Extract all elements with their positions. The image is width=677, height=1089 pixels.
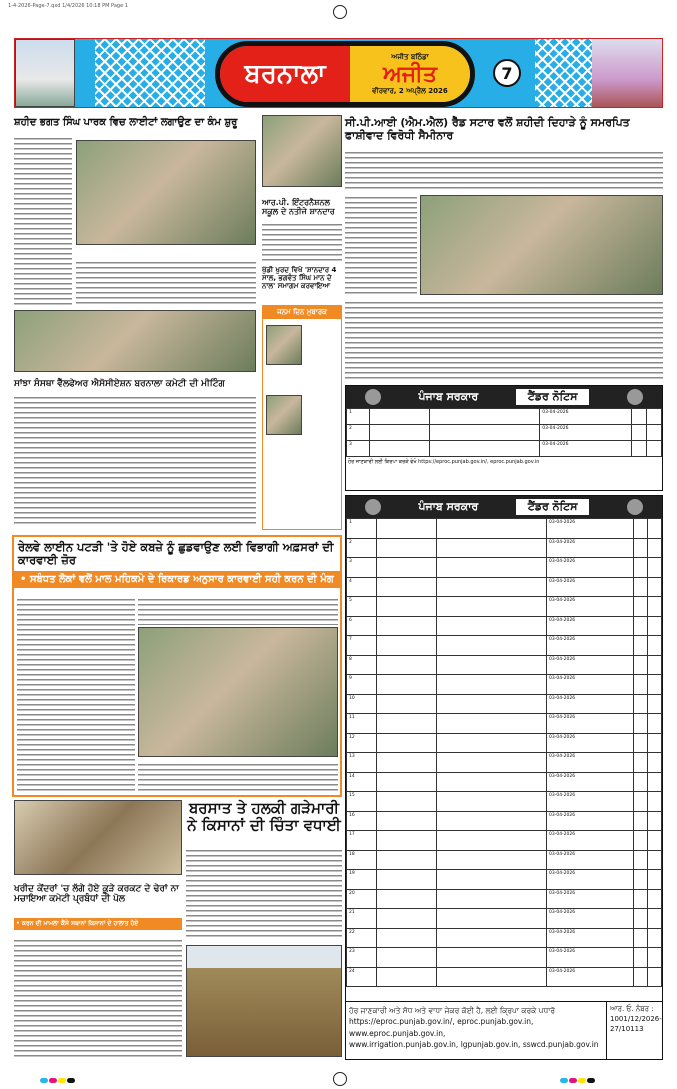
sr-cell: 1 bbox=[347, 409, 370, 425]
sr-cell: 2 bbox=[347, 425, 370, 441]
masthead-logo bbox=[215, 41, 475, 107]
date-cell: 03-04-2026 bbox=[546, 538, 633, 558]
date-cell: 03-04-2026 bbox=[546, 519, 633, 539]
city-gate-photo bbox=[15, 39, 75, 107]
tender-table bbox=[346, 408, 662, 457]
seminar-headline: ਸੀ.ਪੀ.ਆਈ (ਐਮ.ਐਲ) ਰੈੱਡ ਸਟਾਰ ਵਲੋਂ ਸ਼ਹੀਦੀ ਦਿਹਾੜੇ ਨੂੰ ਸਮਰਪਿਤ ਫਾਸ਼ੀਵਾਦ ਵਿਰੋਧੀ ਸੈਮੀਨਾਰ bbox=[345, 116, 630, 142]
tender-title: ਟੈਂਡਰ ਨੋਟਿਸ bbox=[516, 499, 590, 515]
date-cell: 03-04-2026 bbox=[546, 967, 633, 987]
meeting-headline: ਸਾਂਝਾ ਸੰਸਥਾ ਵੈੱਲਫੇਅਰ ਐਸੋਸੀਏਸ਼ਨ ਬਰਨਾਲਾ ਕਮੇਟੀ ਦੀ ਮੀਟਿੰਗ bbox=[14, 379, 225, 389]
garbage-subhead: • ਕਰਨ ਦੀ ਮਾਮਲਾ ਕੈਂਸੇ ਸਥਾਨਾਂ ਕਿਸਾਨਾਂ ਦੇ ਹਾਲਾਤ ਹੋਏ bbox=[14, 918, 182, 930]
table-row: 9 03-04-2026 bbox=[347, 675, 662, 695]
tender-footer: ਹੋਰ ਜਾਣਕਾਰੀ ਅਤੇ ਸੋਧ ਅਤੇ ਵਾਧਾ ਜੇਕਰ ਕੋਈ ਹੈ, ਲਈ ਕ੍ਰਿਪਾ ਕਰਕੇ ਪਧਾਰੋ bbox=[349, 1006, 556, 1015]
meeting-photo bbox=[14, 310, 256, 372]
article-text bbox=[76, 260, 256, 305]
article-text bbox=[14, 938, 182, 1058]
school-photo bbox=[262, 115, 342, 187]
city-name: ਬਰਨਾਲਾ bbox=[220, 46, 350, 102]
table-row bbox=[347, 441, 662, 457]
date-cell: 03-04-2026 bbox=[546, 577, 633, 597]
table-row bbox=[347, 425, 662, 441]
color-bar bbox=[40, 1068, 76, 1087]
table-row: 2 03-04-2026 bbox=[347, 538, 662, 558]
date-cell: 03-04-2026 bbox=[546, 772, 633, 792]
date-cell: 03-04-2026 bbox=[546, 889, 633, 909]
seminar-photo bbox=[420, 195, 663, 295]
punjab-emblem-icon bbox=[365, 389, 381, 405]
table-row bbox=[347, 409, 662, 425]
table-row: 7 03-04-2026 bbox=[347, 636, 662, 656]
ornament bbox=[535, 39, 595, 107]
child-photo bbox=[266, 325, 302, 365]
masthead bbox=[14, 38, 663, 108]
table-row: 19 03-04-2026 bbox=[347, 870, 662, 890]
tender-title: ਟੈਂਡਰ ਨੋਟਿਸ bbox=[516, 389, 590, 405]
brand-name: ਅਜੀਤ bbox=[383, 61, 437, 87]
article-text bbox=[138, 762, 338, 792]
registration-mark-icon bbox=[333, 1072, 347, 1086]
table-row: 22 03-04-2026 bbox=[347, 928, 662, 948]
date-cell: 03-04-2026 bbox=[546, 694, 633, 714]
sr-cell: 3 bbox=[347, 441, 370, 457]
article-text bbox=[17, 597, 135, 792]
ref-number: 1001/12/2026-27/10113 bbox=[610, 1014, 662, 1033]
date-cell: 03-04-2026 bbox=[546, 597, 633, 617]
encroachment-subhead: • ਸਬੰਧਤ ਲੋਕਾਂ ਵਲੋਂ ਮਾਲ ਮਹਿਕਮੇ ਦੇ ਰਿਕਾਰਡ ਅਨੁਸਾਰ ਕਾਰਵਾਈ ਸਹੀ ਕਰਨ ਦੀ ਮੰਗ bbox=[14, 571, 340, 588]
date-cell: 03-04-2026 bbox=[546, 792, 633, 812]
garbage-headline: ਖਰੀਦ ਕੇਂਦਰਾਂ 'ਚ ਲੱਗੇ ਹੋਏ ਕੂੜੇ ਕਰਕਟ ਦੇ ਢੇਰਾਂ ਨਾ ਮਚਾਇਆ ਕਮੇਟੀ ਪ੍ਰਬੰਧਾਂ ਦੀ ਪੋਲ bbox=[14, 884, 179, 905]
table-row: 16 03-04-2026 bbox=[347, 811, 662, 831]
date-cell: 03-04-2026 bbox=[546, 870, 633, 890]
seal-icon bbox=[627, 389, 643, 405]
punjab-emblem-icon bbox=[365, 499, 381, 515]
table-row: 11 03-04-2026 bbox=[347, 714, 662, 734]
article-text bbox=[345, 150, 663, 192]
print-slug: 1-4-2026-Page-7.qxd 1/4/2026 10:18 PM Page 1 bbox=[8, 3, 128, 9]
article-text bbox=[14, 136, 72, 308]
garbage-photo bbox=[14, 800, 182, 875]
school-headline: ਆਰ.ਪੀ. ਇੰਟਰਨੈਸ਼ਨਲ ਸਕੂਲ ਦੇ ਨਤੀਜੇ ਸ਼ਾਨਦਾਰ bbox=[262, 198, 335, 217]
article-text bbox=[186, 848, 342, 940]
brand-edition: ਅਜੀਤ ਬਠਿੰਡਾ bbox=[391, 52, 429, 61]
date-cell: 03-04-2026 bbox=[546, 655, 633, 675]
tender-table bbox=[346, 518, 662, 987]
article-text bbox=[345, 195, 417, 295]
date-cell: 03-04-2026 bbox=[546, 753, 633, 773]
date-cell: 03-04-2026 bbox=[546, 831, 633, 851]
birthday-box bbox=[262, 305, 342, 530]
table-row: 15 03-04-2026 bbox=[347, 792, 662, 812]
page-number: 7 bbox=[493, 59, 521, 87]
date-cell: 03-04-2026 bbox=[546, 616, 633, 636]
ornament bbox=[95, 39, 205, 107]
article-text bbox=[262, 222, 342, 262]
rain-headline: ਬਰਸਾਤ ਤੇ ਹਲਕੀ ਗੜੇਮਾਰੀ ਨੇ ਕਿਸਾਨਾਂ ਦੀ ਚਿੰਤਾ ਵਧਾਈ bbox=[187, 799, 341, 835]
article-text bbox=[138, 597, 338, 625]
table-row: 10 03-04-2026 bbox=[347, 694, 662, 714]
table-row: 8 03-04-2026 bbox=[347, 655, 662, 675]
date-cell: 03-04-2026 bbox=[540, 425, 632, 441]
encroachment-headline: ਰੇਲਵੇ ਲਾਈਨ ਪਟੜੀ 'ਤੇ ਹੋਏ ਕਬਜ਼ੇ ਨੂੰ ਛੁਡਵਾਉਣ ਲਈ ਵਿਭਾਗੀ ਅਫ਼ਸਰਾਂ ਦੀ ਕਾਰਵਾਈ ਜ਼ੋਰ bbox=[18, 540, 334, 568]
color-bar bbox=[560, 1068, 596, 1087]
table-row: 5 03-04-2026 bbox=[347, 597, 662, 617]
table-row: 14 03-04-2026 bbox=[347, 772, 662, 792]
date-cell: 03-04-2026 bbox=[546, 558, 633, 578]
article-text bbox=[345, 300, 663, 380]
tender-gov: ਪੰਜਾਬ ਸਰਕਾਰ bbox=[418, 500, 479, 513]
table-row: 3 03-04-2026 bbox=[347, 558, 662, 578]
date-cell: 03-04-2026 bbox=[546, 850, 633, 870]
table-row: 6 03-04-2026 bbox=[347, 616, 662, 636]
park-photo bbox=[76, 140, 256, 245]
date-cell: 03-04-2026 bbox=[546, 636, 633, 656]
date-cell: 03-04-2026 bbox=[546, 948, 633, 968]
date-cell: 03-04-2026 bbox=[540, 409, 632, 425]
table-row: 12 03-04-2026 bbox=[347, 733, 662, 753]
table-row: 23 03-04-2026 bbox=[347, 948, 662, 968]
registration-mark-icon bbox=[333, 5, 347, 19]
tender-footer: ਹੋਰ ਜਾਣਕਾਰੀ ਲਈ ਕਿਰਪਾ ਕਰਕੇ ਵੇਖੋ https://eproc.punjab.gov.in/, eproc.punjab.gov.in bbox=[348, 459, 540, 465]
child-photo bbox=[266, 395, 302, 435]
ref-label: ਆਰ. ਓ. ਨੰਬਰ : bbox=[610, 1005, 654, 1013]
birthday-title: ਜਨਮ ਦਿਨ ਮੁਬਾਰਕ bbox=[263, 306, 341, 319]
date-cell: 03-04-2026 bbox=[546, 928, 633, 948]
article-text bbox=[14, 395, 256, 525]
table-row: 21 03-04-2026 bbox=[347, 909, 662, 929]
table-row: 1 03-04-2026 bbox=[347, 519, 662, 539]
encroachment-photo bbox=[138, 627, 338, 757]
seal-icon bbox=[627, 499, 643, 515]
table-row: 13 03-04-2026 bbox=[347, 753, 662, 773]
tender-url: https://eproc.punjab.gov.in/, eproc.punjab.gov.in, www.eproc.punjab.gov.in, bbox=[349, 1017, 534, 1038]
date-cell: 03-04-2026 bbox=[546, 909, 633, 929]
table-row: 18 03-04-2026 bbox=[347, 850, 662, 870]
encroachment-article bbox=[12, 535, 342, 797]
date-cell: 03-04-2026 bbox=[546, 714, 633, 734]
table-row: 17 03-04-2026 bbox=[347, 831, 662, 851]
table-row: 24 03-04-2026 bbox=[347, 967, 662, 987]
field-photo bbox=[186, 945, 342, 1057]
table-row: 20 03-04-2026 bbox=[347, 889, 662, 909]
khuddi-headline: ਖੁੱਡੀ ਖੁਰਦ ਵਿਖੇ 'ਸ਼ਾਨਦਾਰ 4 ਸਾਲ, ਭਗਵੰਤ ਸਿੰਘ ਮਾਨ ਦੇ ਨਾਲ' ਸਮਾਗਮ ਕਰਵਾਇਆ bbox=[262, 266, 337, 291]
chimney-photo bbox=[592, 39, 662, 107]
table-row: 4 03-04-2026 bbox=[347, 577, 662, 597]
date-cell: 03-04-2026 bbox=[546, 675, 633, 695]
tender-notice-1 bbox=[345, 385, 663, 491]
date-cell: 03-04-2026 bbox=[540, 441, 632, 457]
tender-gov: ਪੰਜਾਬ ਸਰਕਾਰ bbox=[418, 390, 479, 403]
park-headline: ਸ਼ਹੀਦ ਭਗਤ ਸਿੰਘ ਪਾਰਕ ਵਿਚ ਲਾਈਟਾਂ ਲਗਾਉਣ ਦਾ ਕੰਮ ਸ਼ੁਰੂ bbox=[14, 117, 238, 128]
date-cell: 03-04-2026 bbox=[546, 733, 633, 753]
tender-notice-2 bbox=[345, 495, 663, 1060]
issue-date: ਵੀਰਵਾਰ, 2 ਅਪ੍ਰੈਲ 2026 bbox=[372, 86, 448, 95]
date-cell: 03-04-2026 bbox=[546, 811, 633, 831]
tender-url: www.irrigation.punjab.gov.in, lgpunjab.gov.in, sswcd.punjab.gov.in bbox=[349, 1039, 599, 1049]
